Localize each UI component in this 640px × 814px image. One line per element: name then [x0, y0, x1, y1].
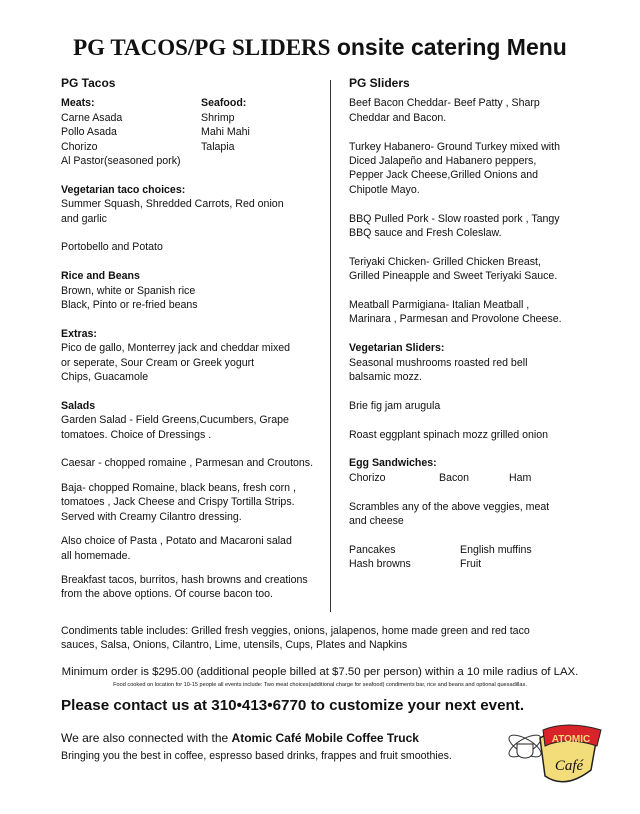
block-line: Teriyaki Chicken- Grilled Chicken Breast,	[349, 255, 541, 268]
column-divider	[330, 80, 331, 612]
meat-item: Al Pastor(seasoned pork)	[61, 155, 181, 168]
menu-block	[61, 456, 326, 470]
item-row	[349, 557, 619, 571]
contact-line: Please contact us at 310•413•6770 to customize your next event.	[61, 697, 525, 714]
block-line: Grilled Pineapple and Sweet Teriyaki Sauce.	[349, 270, 558, 283]
block-line: Cheddar and Bacon.	[349, 111, 447, 124]
title-bold: PG TACOS/PG SLIDERS	[73, 35, 331, 60]
title-rest: onsite catering Menu	[330, 34, 567, 60]
block-line: BBQ sauce and Fresh Coleslaw.	[349, 227, 502, 240]
block-line: Brown, white or Spanish rice	[61, 284, 196, 297]
block-line: Caesar - chopped romaine , Parmesan and Croutons.	[61, 457, 314, 470]
item-row	[349, 543, 619, 557]
menu-block	[61, 240, 326, 254]
block-line: Scrambles any of the above veggies, meat	[349, 500, 550, 513]
block-heading: Vegetarian Sliders:	[349, 342, 445, 355]
block-line: Seasonal mushrooms roasted red bell	[349, 356, 528, 369]
sliders-column	[349, 76, 619, 586]
block-line: Marinara , Parmesan and Provolone Cheese.	[349, 313, 562, 326]
seafood-item: Talapia	[201, 140, 235, 153]
block-line: Turkey Habanero- Ground Turkey mixed with	[349, 140, 560, 153]
seafood-label: Seafood:	[201, 97, 247, 110]
condiments-line: sauces, Salsa, Onions, Cilantro, Lime, utensils, Cups, Plates and Napkins	[61, 639, 408, 652]
block-line: and garlic	[61, 212, 107, 225]
tacos-blocks	[61, 183, 326, 602]
sliders-blocks	[349, 96, 619, 571]
block-line: Pico de gallo, Monterrey jack and cheddar mixed	[61, 342, 291, 355]
meats-seafood	[61, 96, 326, 168]
block-heading: Salads	[61, 399, 96, 412]
sliders-heading: PG Sliders	[349, 76, 410, 90]
condiments-text	[61, 624, 631, 653]
condiments-line: Condiments table includes: Grilled fresh veggies, onions, jalapenos, home made green and red taco	[61, 625, 530, 637]
seafood-item: Shrimp	[201, 111, 235, 124]
menu-block	[61, 183, 326, 226]
menu-block	[349, 399, 619, 413]
bringing-line: Bringing you the best in coffee, espresso based drinks, frappes and fruit smoothies.	[61, 750, 452, 762]
atomic-cafe-name: Atomic Café Mobile Coffee Truck	[231, 731, 419, 745]
tacos-heading: PG Tacos	[61, 76, 116, 90]
fine-print: Food cooked on location for 10-15 people all events include: Two meat choices(additional charge for seafood) condiments bar, rice and beans and optional quesadillas.	[113, 682, 527, 688]
atomic-cafe-logo	[505, 718, 605, 790]
block-line: Summer Squash, Shredded Carrots, Red onion	[61, 198, 284, 211]
block-line: Chipotle Mayo.	[349, 183, 420, 196]
block-line: and cheese	[349, 515, 404, 528]
block-line: Garden Salad - Field Greens,Cucumbers, Grape	[61, 414, 289, 427]
item: Chorizo	[349, 471, 386, 484]
menu-block	[349, 298, 619, 327]
meat-item: Carne Asada	[61, 111, 123, 124]
menu-block	[349, 96, 619, 125]
tacos-column	[61, 76, 326, 616]
seafood-item: Mahi Mahi	[201, 126, 250, 139]
menu-block	[349, 341, 619, 384]
block-line: from the above options. Of course bacon too.	[61, 588, 273, 601]
item: Ham	[509, 471, 532, 484]
svg-text:Café: Café	[554, 758, 584, 774]
item-row	[349, 471, 619, 485]
block-line: Baja- chopped Romaine, black beans, fresh corn ,	[61, 481, 296, 494]
block-line: tomatoes. Choice of Dressings .	[61, 428, 212, 441]
block-line: Diced Jalapeño and Habanero peppers,	[349, 155, 537, 168]
block-line: Chips, Guacamole	[61, 371, 149, 384]
svg-text:ATOMIC: ATOMIC	[551, 734, 591, 745]
block-line: Pepper Jack Cheese,Grilled Onions and	[349, 169, 539, 182]
item: Hash browns	[349, 558, 411, 571]
block-heading: Rice and Beans	[61, 270, 140, 283]
block-line: Served with Creamy Cilantro dressing.	[61, 510, 242, 523]
block-line: balsamic mozz.	[349, 371, 422, 384]
block-line: Brie fig jam arugula	[349, 399, 441, 412]
block-line: Portobello and Potato	[61, 241, 163, 254]
atomic-cafe-line	[61, 731, 419, 745]
menu-block	[349, 255, 619, 284]
menu-block	[61, 534, 326, 563]
block-line: all homemade.	[61, 549, 131, 562]
also-prefix: We are also connected with the	[61, 731, 232, 745]
block-line: Beef Bacon Cheddar- Beef Patty , Sharp	[349, 97, 540, 110]
item: Pancakes	[349, 543, 396, 556]
item: Fruit	[460, 558, 482, 571]
menu-block	[349, 428, 619, 442]
minimum-order: Minimum order is $295.00 (additional people billed at $7.50 per person) within a 10 mile radius of LAX.	[61, 666, 579, 678]
menu-block	[61, 327, 326, 385]
meat-item: Pollo Asada	[61, 126, 117, 139]
block-line: Roast eggplant spinach mozz grilled onion	[349, 428, 549, 441]
menu-block	[61, 481, 326, 524]
block-line: BBQ Pulled Pork - Slow roasted pork , Tangy	[349, 212, 560, 225]
menu-block	[349, 456, 619, 485]
menu-block	[61, 573, 326, 602]
page-title	[0, 34, 640, 61]
menu-block	[61, 269, 326, 312]
block-line: Breakfast tacos, burritos, hash browns and creations	[61, 573, 308, 586]
block-heading: Extras:	[61, 327, 97, 340]
block-heading: Vegetarian taco choices:	[61, 183, 186, 196]
meats-list	[61, 96, 201, 168]
block-line: Also choice of Pasta , Potato and Macaroni salad	[61, 535, 292, 548]
meats-label: Meats:	[61, 97, 95, 110]
block-line: Meatball Parmigiana- Italian Meatball ,	[349, 299, 530, 312]
block-line: Black, Pinto or re-fried beans	[61, 299, 198, 312]
block-heading: Egg Sandwiches:	[349, 457, 437, 470]
block-line: tomatoes , Jack Cheese and Crispy Tortilla Strips.	[61, 496, 295, 509]
menu-block	[61, 399, 326, 442]
item: Bacon	[439, 471, 470, 484]
item: English muffins	[460, 543, 532, 556]
menu-block	[349, 543, 619, 572]
meat-item: Chorizo	[61, 140, 98, 153]
block-line: or seperate, Sour Cream or Greek yogurt	[61, 356, 255, 369]
menu-block	[349, 140, 619, 198]
menu-block	[349, 500, 619, 529]
seafood-list	[201, 96, 250, 168]
menu-block	[349, 212, 619, 241]
